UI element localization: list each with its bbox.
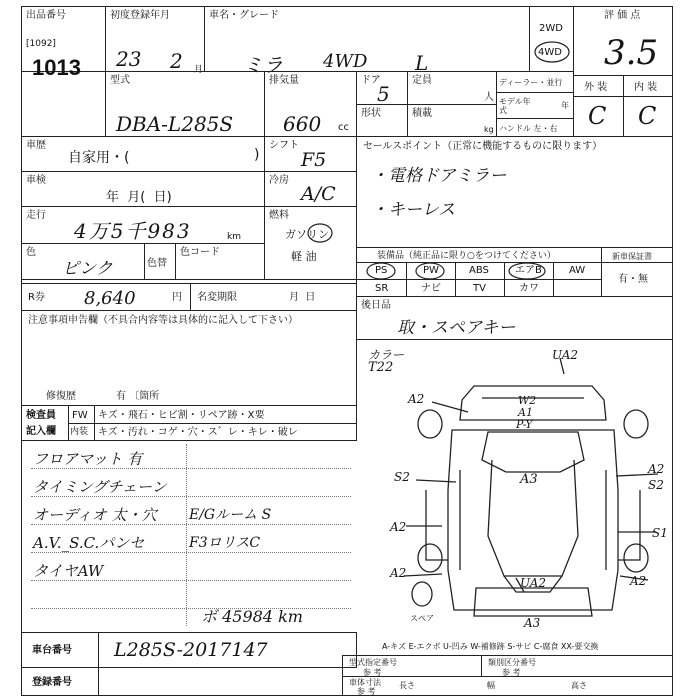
model-no-sub: 参 考 xyxy=(363,668,382,677)
size-height: 高さ xyxy=(571,681,587,690)
remark-8: ボ 45984 km xyxy=(201,607,303,626)
color-label: 色 xyxy=(26,247,36,258)
first-reg-month-unit: 月 xyxy=(194,65,204,75)
car-name-label: 車名・グレード xyxy=(209,10,279,21)
int-items: キズ・汚れ・コゲ・穴・ス゛レ・キレ・破レ xyxy=(98,427,298,438)
recycle-label: R券 xyxy=(28,292,45,303)
equip-sr: SR xyxy=(375,283,389,294)
load-label: 積載 xyxy=(412,108,432,119)
lot-label: 出品番号 xyxy=(26,10,66,21)
color-code-box xyxy=(175,243,265,280)
chassis-box xyxy=(21,632,357,668)
mark-s2-right: S2 xyxy=(648,478,664,492)
spare-label: スペア xyxy=(410,614,434,623)
warranty-box xyxy=(601,247,673,297)
registration-box xyxy=(21,667,343,696)
equip-aw: AW xyxy=(569,265,586,276)
selling-label: セールスポイント（正常に機能するものに限ります） xyxy=(363,141,603,152)
ext-int-box xyxy=(573,75,673,137)
equipment-box xyxy=(356,247,602,297)
warranty-label: 新車保証書 xyxy=(612,252,652,261)
diagram-color-label: カラー xyxy=(368,348,405,362)
interior-value: C xyxy=(638,102,657,130)
color-change-box xyxy=(144,243,176,280)
equip-leather: カワ xyxy=(519,283,539,294)
ac-label: 冷房 xyxy=(269,175,289,186)
mark-a2-left-top: A2 xyxy=(408,392,425,406)
fuel-label: 燃料 xyxy=(269,210,289,221)
drive-circle xyxy=(533,40,571,64)
drive-box xyxy=(529,6,574,72)
disp-label: 排気量 xyxy=(269,75,299,86)
car-drive: 4WD xyxy=(323,51,368,72)
dealer-box xyxy=(496,71,574,137)
remark-3: オーディオ 太・穴 xyxy=(33,506,157,524)
remark-1: フロアマット 有 xyxy=(33,450,143,468)
usage-label: 車歴 xyxy=(26,140,46,151)
disp-box xyxy=(264,71,357,137)
shape-label: 形状 xyxy=(361,108,381,119)
notes-label: 注意事項申告欄（不具合内容等は具体的に記入して下さい） xyxy=(28,315,298,326)
mark-s2-left: S2 xyxy=(394,470,410,484)
aftermarket-label: 後日品 xyxy=(361,300,391,311)
mark-a2-left-low: A2 xyxy=(390,566,407,580)
fuel-light-oil: 軽 油 xyxy=(291,250,317,263)
int-label: 内装 xyxy=(70,427,89,437)
model-no-label: 型式指定番号 xyxy=(349,658,397,667)
mark-a2-left-mid: A2 xyxy=(390,520,407,534)
score-value: 3.5 xyxy=(604,33,659,73)
selling-point-1: ・電格ドアミラー xyxy=(371,166,507,186)
mileage-unit: km xyxy=(227,232,241,242)
lot-box xyxy=(21,6,106,80)
inspector-label-1: 検査員 xyxy=(26,410,56,421)
year-unit: 年 xyxy=(561,101,569,110)
name-change-date: 月 日 xyxy=(289,292,316,303)
equip-circles xyxy=(357,261,602,281)
ac-value: A/C xyxy=(301,183,336,205)
selling-point-2: ・キーレス xyxy=(371,200,456,220)
remark-7: F3ロリスC xyxy=(189,535,261,551)
capacity-unit: 人 xyxy=(484,92,494,103)
aftermarket-box xyxy=(356,296,673,340)
chassis-value: L285S-2017147 xyxy=(114,639,268,661)
mark-a3-center: A3 xyxy=(520,472,538,487)
model-value: DBA-L285S xyxy=(116,112,234,136)
ac-box xyxy=(264,171,357,207)
door-label: ドア xyxy=(361,75,381,86)
mileage-box xyxy=(21,206,265,244)
equip-navi: ナビ xyxy=(421,283,441,294)
interior-label: 内 装 xyxy=(634,82,658,93)
equip-abs: ABS xyxy=(469,265,489,276)
shift-value: F5 xyxy=(301,149,327,171)
diagram-color-code: T22 xyxy=(368,360,394,375)
score-box xyxy=(573,6,673,76)
size-box xyxy=(342,676,673,696)
name-change-label: 名変期限 xyxy=(197,292,237,303)
model-no-box xyxy=(342,655,482,677)
size-label: 車体寸法 xyxy=(349,678,381,687)
notes-box xyxy=(21,310,357,406)
model-box xyxy=(105,71,265,137)
registration-label: 登録番号 xyxy=(32,677,72,688)
fuel-box xyxy=(264,206,357,280)
equip-pw: PW xyxy=(423,265,439,276)
first-reg-label: 初度登録年月 xyxy=(110,10,170,21)
mark-a2-right-low: A2 xyxy=(630,574,647,588)
class-no-label: 類別区分番号 xyxy=(488,658,536,667)
lot-sub: [1092] xyxy=(26,39,56,49)
warranty-value: 有・無 xyxy=(618,274,648,285)
inspection-text: 年 月( 日) xyxy=(106,190,172,205)
door-box xyxy=(356,71,408,137)
mileage-value: 4万5千983 xyxy=(74,219,192,243)
handle-label: ハンドル 左・右 xyxy=(499,124,558,133)
fw-label: FW xyxy=(72,410,88,421)
car-name-box xyxy=(204,6,530,77)
door-value: 5 xyxy=(377,82,390,106)
equip-airbag: エアB xyxy=(515,265,542,276)
color-value: ピンク xyxy=(62,259,113,279)
score-label: 評 価 点 xyxy=(604,10,641,21)
exterior-label: 外 装 xyxy=(584,82,608,93)
fw-items: キズ・飛石・ヒビ割・リペア跡・X要 xyxy=(98,410,265,421)
mark-a3-bottom: A3 xyxy=(524,616,541,630)
remark-5: タイヤAW xyxy=(33,562,104,580)
model-year-label: モデル年式 xyxy=(499,97,531,115)
mileage-label: 走行 xyxy=(26,210,46,221)
shift-box xyxy=(264,136,357,172)
car-outline xyxy=(356,340,673,635)
capacity-box xyxy=(407,71,497,137)
mark-a2-right: A2 xyxy=(648,462,665,476)
usage-box xyxy=(21,136,265,172)
equipment-label: 装備品（純正品に限り○をつけてください） xyxy=(377,251,556,261)
mark-ua2-bottom: UA2 xyxy=(520,576,547,590)
size-length: 長さ xyxy=(399,681,415,690)
first-reg-month: 2 xyxy=(170,49,183,73)
drive-4wd: 4WD xyxy=(538,47,562,58)
mark-w2: W2 xyxy=(518,394,537,407)
class-no-box xyxy=(481,655,673,677)
selling-box xyxy=(356,136,673,248)
fuel-gasoline: ガソリン xyxy=(285,228,329,241)
class-no-sub: 参 考 xyxy=(502,668,521,677)
lot-number: 1013 xyxy=(32,55,81,80)
inspection-box xyxy=(21,171,265,207)
repair-value: 有 〔箇所 xyxy=(116,391,160,402)
first-reg-box xyxy=(105,6,205,75)
mark-ua2-top: UA2 xyxy=(552,348,579,362)
car-name: ミラ xyxy=(243,53,283,77)
repair-label: 修復歴 xyxy=(46,391,76,402)
color-box xyxy=(21,243,145,280)
disp-value: 660 xyxy=(283,112,322,136)
chassis-label: 車台番号 xyxy=(32,645,72,656)
car-grade: L xyxy=(415,51,429,75)
inspector-label-2: 記入欄 xyxy=(26,426,56,437)
damage-diagram xyxy=(356,340,673,635)
recycle-unit: 円 xyxy=(172,292,182,303)
equip-tv: TV xyxy=(473,283,486,294)
size-sub: 参 考 xyxy=(357,687,376,696)
recycle-box xyxy=(21,283,191,311)
usage-text: 自家用・( xyxy=(68,150,130,166)
load-unit: kg xyxy=(484,125,494,134)
remark-2: タイミングチェーン xyxy=(33,478,167,496)
drive-2wd: 2WD xyxy=(539,23,563,34)
color-change-label: 色替 xyxy=(147,258,167,269)
usage-close: ) xyxy=(254,147,260,163)
inspection-label: 車検 xyxy=(26,175,46,186)
name-change-box xyxy=(190,283,357,311)
fuel-circle xyxy=(305,221,335,245)
equip-ps: PS xyxy=(375,265,388,276)
first-reg-year: 23 xyxy=(116,47,142,71)
color-code-label: 色コード xyxy=(180,247,220,258)
mark-s1: S1 xyxy=(652,526,668,540)
recycle-value: 8,640 xyxy=(84,288,136,309)
mark-a1: A1 xyxy=(518,406,533,419)
capacity-label: 定員 xyxy=(412,75,432,86)
mark-py: P-Y xyxy=(516,418,533,431)
exterior-value: C xyxy=(588,102,607,130)
remark-4: A.V._S.C.パンセ xyxy=(33,534,145,552)
remark-6: E/Gルーム S xyxy=(189,507,272,523)
dealer-label: ディーラー・並行 xyxy=(499,78,563,87)
inspector-box xyxy=(21,405,357,441)
shift-label: シフト xyxy=(269,140,299,151)
aftermarket-value: 取・スペアキー xyxy=(397,318,516,338)
remarks-area xyxy=(21,440,357,630)
model-label: 型式 xyxy=(110,75,130,86)
disp-unit: cc xyxy=(338,122,349,133)
diagram-legend: A-キズ E-エクボ U-凹み W-補修跡 S-サビ C-腐食 XX-要交換 xyxy=(382,642,599,651)
size-width: 幅 xyxy=(487,681,495,690)
